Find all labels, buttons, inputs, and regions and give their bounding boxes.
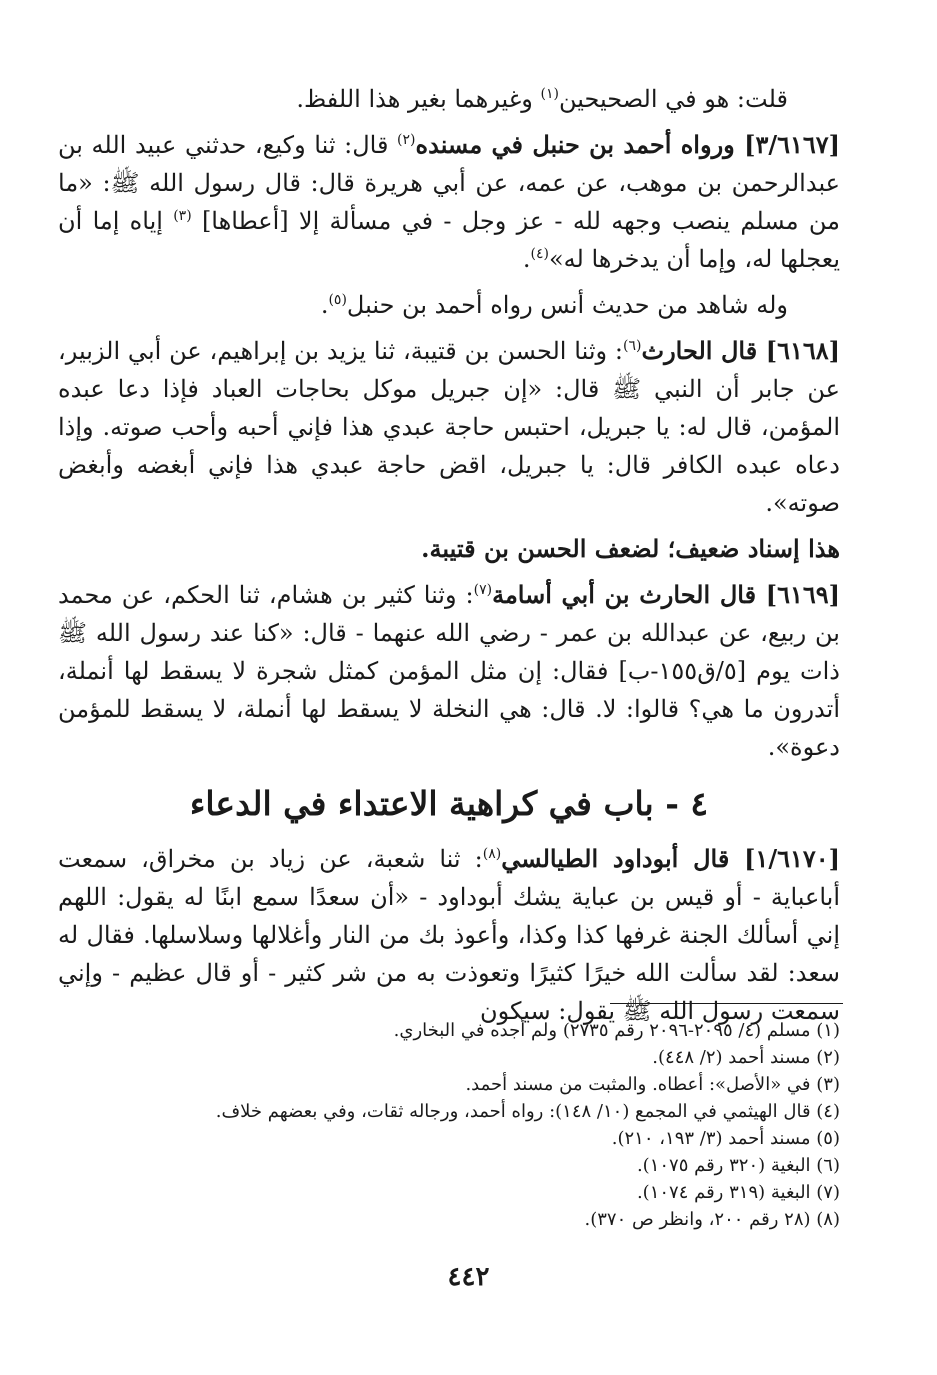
footnote-marker: (٦) (623, 338, 642, 354)
footnote-separator (610, 1003, 843, 1004)
main-text (58, 80, 840, 1038)
text-run: قال: ثنا وكيع، حدثني عبيد الله بن عبدالرحمن بن موهب، عن عمه، عن أبي هريرة قال: قال رسول الله ﷺ: «ما من مسلم ينصب وجهه لله - عز وجل - في مسألة إلا [أعطاها] (58, 131, 841, 235)
footnote: (٣) في «الأصل»: أعطاه. والمثبت من مسند أحمد. (465, 1074, 840, 1095)
paragraph (58, 840, 840, 1030)
footnote: (٥) مسند أحمد (٣/ ١٩٣، ٢١٠). (611, 1128, 840, 1149)
text-run: . (522, 245, 531, 273)
footnote-marker: (٢) (397, 132, 416, 148)
hadith-heading: [٦١٦٨] قال الحارث (641, 336, 840, 365)
text-run: : وثنا كثير بن هشام، ثنا الحكم، عن محمد بن ربيع، عن عبدالله بن عمر - رضي الله عنهما - قال: «كنا عند رسول الله ﷺ ذات يوم [٥/ق١٥٥-ب] فقال: إن مثل المؤمن كمثل شجرة لا يسقط لها أنملة، أتدرون ما هي؟ قالوا: لا. قال: هي النخلة لا يسقط لها أنملة، لا يسقط للمؤمن دعوة». (58, 581, 840, 761)
hadith-heading: هذا إسناد ضعيف؛ لضعف الحسن بن قتيبة. (421, 534, 840, 563)
paragraph (58, 530, 840, 568)
hadith-heading: [٦١٦٩] قال الحارث بن أبي أسامة (492, 580, 840, 609)
paragraph (58, 286, 840, 324)
paragraph (58, 80, 840, 118)
paragraph (58, 126, 840, 278)
text-run: قلت: هو في الصحيحين (558, 85, 788, 113)
hadith-heading: [١/٦١٧٠] قال أبوداود الطيالسي (501, 844, 840, 873)
chapter-heading: ٤ - باب في كراهية الاعتداء في الدعاء (189, 784, 709, 823)
text-run: : ثنا شعبة، عن زياد بن مخراق، سمعت أباعباية - أو قيس بن عباية يشك أبوداود - «أن سعدًا سمع ابنًا له يقول: اللهم إني أسألك الجنة غرفها كذا وكذا، وأعوذ بك من النار وأغلالها وسلاسلها. فقال له سعد: لقد سألت الله خيرًا كثيرًا وتعوذت به من شر كثير - أو قال عظيم - وإني سمعت رسول الله ﷺ يقول: سيكون (58, 845, 840, 1025)
footnote-marker: (٣) (173, 208, 192, 224)
footnote-marker: (٥) (328, 292, 347, 308)
footnote-marker: (٤) (530, 246, 549, 262)
footnotes (100, 1017, 840, 1233)
footnote-marker: (١) (540, 86, 559, 102)
footnote: (١) مسلم (٤/ ٢٠٩٥-٢٠٩٦ رقم ٢٧٣٥) ولم أجده في البخاري. (393, 1020, 840, 1041)
text-run: إياه إما أن يعجلها له، وإما أن يدخرها له» (58, 207, 840, 273)
footnote: (٢) مسند أحمد (٢/ ٤٤٨). (652, 1047, 840, 1068)
paragraphs-after (58, 840, 840, 1030)
text-run: وله شاهد من حديث أنس رواه أحمد بن حنبل (346, 291, 788, 319)
paragraphs-before (58, 80, 840, 766)
text-run: . (320, 291, 329, 319)
text-run: وغيرهما بغير هذا اللفظ. (296, 85, 541, 113)
footnote: (٤) قال الهيثمي في المجمع (١٠/ ١٤٨): رواه أحمد، ورجاله ثقات، وفي بعضهم خلاف. (215, 1101, 840, 1122)
footnote-marker: (٧) (473, 582, 493, 598)
footnote: (٧) البغية (٣١٩ رقم ١٠٧٤). (636, 1182, 840, 1203)
footnote: (٨) (٢٨ رقم ٢٠٠، وانظر ص ٣٧٠). (584, 1209, 840, 1230)
text-run: : وثنا الحسن بن قتيبة، ثنا يزيد بن إبراهيم، عن أبي الزبير، عن جابر أن النبي ﷺ قال: «إن جبريل موكل بحاجات العباد فإذا دعا عبده المؤمن، قال له: يا جبريل، احتبس حاجة عبدي هذا فإني أحبه وأحب صوته. وإذا دعاه عبده الكافر قال: يا جبريل، اقض حاجة عبدي هذا فإني أبغضه وأبغض صوته». (58, 337, 840, 517)
paragraph (58, 576, 840, 766)
footnote: (٦) البغية (٣٢٠ رقم ١٠٧٥). (636, 1155, 840, 1176)
hadith-heading: [٣/٦١٦٧] ورواه أحمد بن حنبل في مسنده (415, 130, 841, 159)
page-number: ٤٤٢ (447, 1262, 490, 1292)
footnote-marker: (٨) (482, 846, 502, 862)
paragraph (58, 332, 840, 522)
